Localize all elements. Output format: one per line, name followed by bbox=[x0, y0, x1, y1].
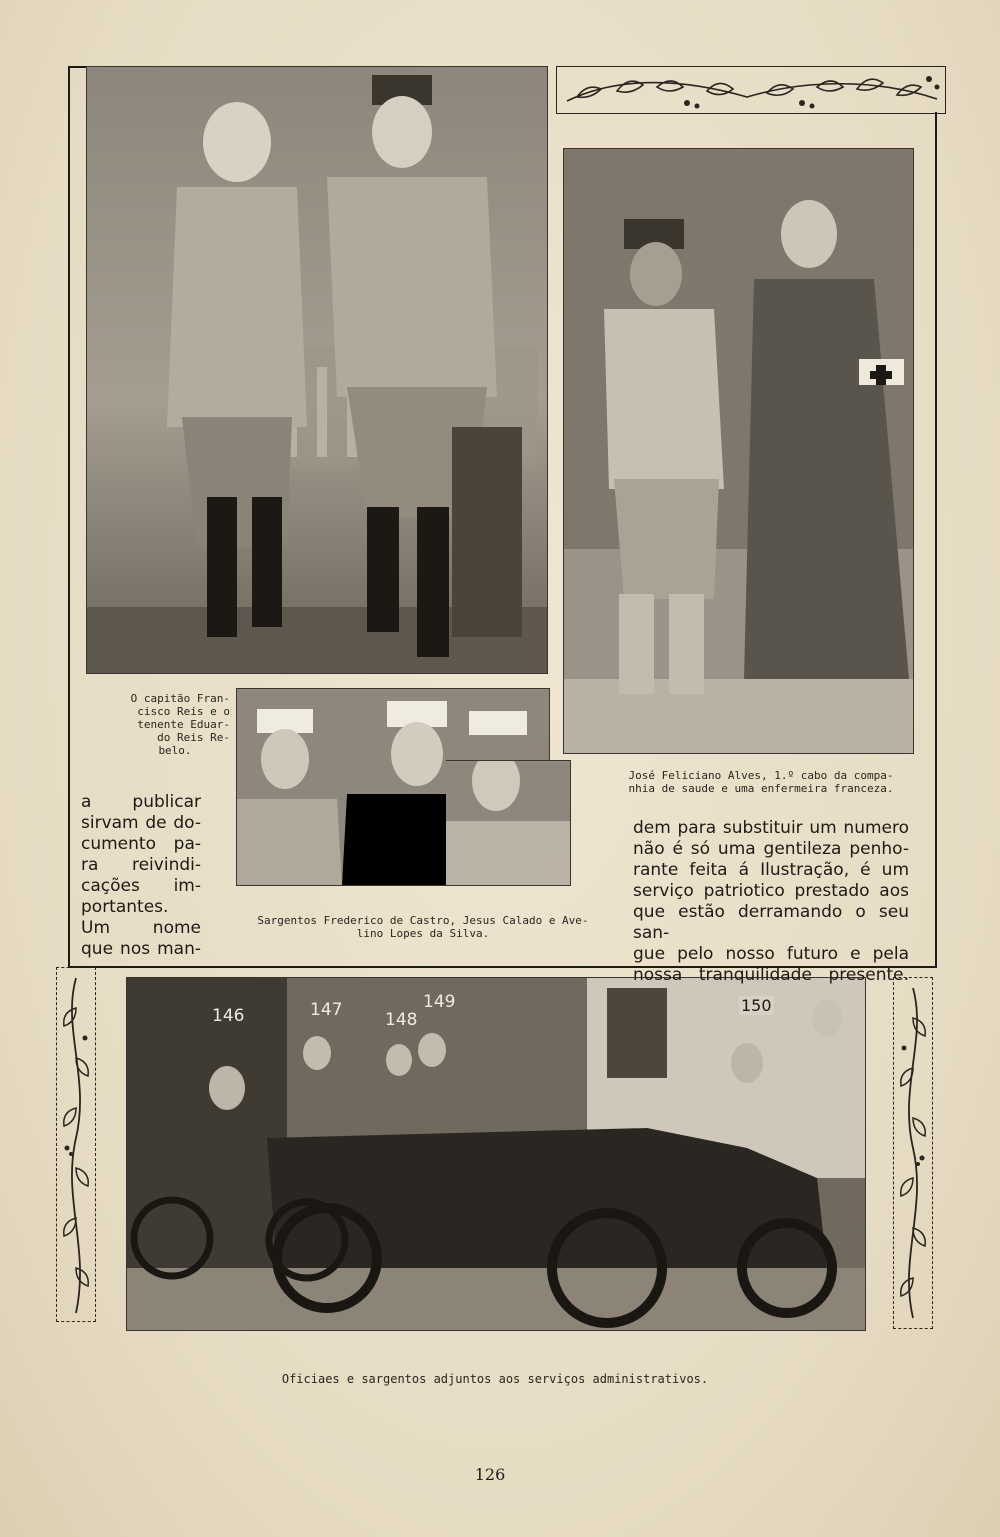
right-column-text bbox=[633, 818, 909, 986]
right-column-line: gue pelo nosso futuro e pela bbox=[633, 944, 909, 964]
caption-corporal-nurse-line: José Feliciano Alves, 1.º cabo da compa- bbox=[628, 769, 894, 782]
vine-ornament-right-icon bbox=[894, 978, 932, 1328]
frame-left-rule bbox=[68, 66, 70, 966]
left-column-line: sirvam de do- bbox=[81, 813, 201, 833]
page-number: 126 bbox=[474, 1465, 506, 1484]
caption-officers-line: do Reis Re- bbox=[157, 731, 230, 744]
photo-number-148: 148 bbox=[385, 1010, 418, 1030]
right-column-line: serviço patriotico prestado aos bbox=[633, 881, 909, 901]
photo-sergeants-right bbox=[446, 760, 571, 886]
caption-corporal-nurse-line: nhia de saude e uma enfermeira franceza. bbox=[628, 782, 894, 795]
caption-officers-line: cisco Reis e o bbox=[137, 705, 230, 718]
right-column-line: dem para substituir um numero bbox=[633, 818, 909, 838]
photo-officers bbox=[86, 66, 548, 674]
photo-number-150: 150 bbox=[741, 996, 772, 1015]
left-column-line: portantes. bbox=[81, 897, 169, 917]
caption-officers-line: O capitão Fran- bbox=[130, 692, 230, 705]
photo-number-149: 149 bbox=[423, 992, 456, 1012]
left-column-line: cumento pa- bbox=[81, 834, 201, 854]
caption-car-group: Oficiaes e sargentos adjuntos aos serviços administrativos. bbox=[281, 1372, 709, 1386]
ornament-panel-left bbox=[56, 967, 96, 1322]
left-column-line: ra reivindi- bbox=[81, 855, 201, 875]
caption-sergeants-line: lino Lopes da Silva. bbox=[356, 927, 490, 940]
photo-car-group bbox=[126, 977, 866, 1331]
left-column-text bbox=[81, 792, 201, 960]
photo-number-146: 146 bbox=[212, 1006, 245, 1026]
left-column-line: que nos man- bbox=[81, 939, 201, 959]
ornament-band-top bbox=[556, 66, 946, 114]
caption-officers-line: tenente Eduar- bbox=[137, 718, 230, 731]
caption-officers bbox=[80, 692, 230, 757]
right-column-line: que estão derramando o seu san- bbox=[633, 902, 909, 943]
caption-sergeants bbox=[228, 914, 618, 940]
left-column-line: cações im- bbox=[81, 876, 201, 896]
frame-right-rule bbox=[935, 112, 937, 967]
left-column-line: Um nome bbox=[81, 918, 201, 938]
caption-officers-line: belo. bbox=[158, 744, 192, 757]
left-column-line: a publicar bbox=[81, 792, 201, 812]
laurel-ornament-icon bbox=[557, 67, 945, 113]
right-column-line: rante feita á Ilustração, é um bbox=[633, 860, 909, 880]
right-column-line: nossa tranquilidade presente. bbox=[633, 965, 909, 985]
vine-ornament-left-icon bbox=[57, 968, 95, 1321]
caption-corporal-nurse bbox=[596, 769, 926, 795]
photo-number-147: 147 bbox=[310, 1000, 343, 1020]
ornament-panel-right bbox=[893, 977, 933, 1329]
caption-sergeants-line: Sargentos Frederico de Castro, Jesus Calado e Ave- bbox=[257, 914, 589, 927]
photo-corporal-nurse bbox=[563, 148, 914, 754]
right-column-line: não é só uma gentileza penho- bbox=[633, 839, 909, 859]
